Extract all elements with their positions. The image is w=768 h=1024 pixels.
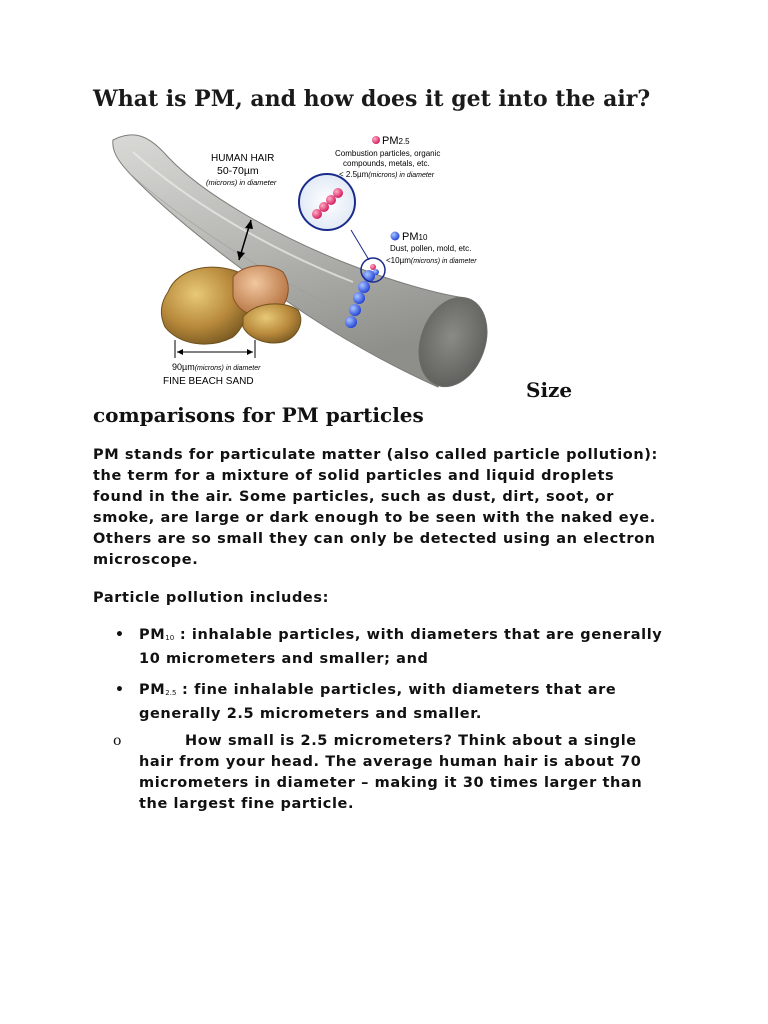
svg-text:Dust, pollen, mold, etc.: [390, 244, 471, 253]
figure-caption-start: Size: [526, 378, 573, 402]
pm10-note: (microns) in diameter: [410, 258, 477, 265]
pm25-label: PM: [382, 135, 399, 147]
hair-comparison-text: How small is 2.5 micrometers? Think about a single hair from your head. The average human hair is about 70 micrometers in diameter – making it 30 times larger than the largest fine particle.: [139, 733, 643, 812]
particle-pollution-list: [93, 625, 668, 825]
pm-definition-text: stands for particulate matter (also called particle pollution): the term for a mixture of solid particles and liquid droplets found in the air. Some particles, such as dust, dirt, soot, or smoke, are large or dark enough to be seen with the naked eye. Others are so small they can only be detected using an electron microscope.: [93, 447, 658, 568]
svg-text:FINE BEACH SAND: [163, 376, 254, 387]
svg-text:(microns) in diameter: [206, 178, 277, 187]
svg-text:Combustion particles, organic: [335, 149, 440, 158]
svg-text:< 2.5µm(microns) in diameter: [339, 170, 435, 179]
list-item: [93, 731, 668, 815]
pm10-label: PM: [402, 231, 419, 243]
svg-text:<10µm(microns) in diameter: [386, 256, 477, 265]
pm25-description: : fine inhalable particles, with diameters that are generally 2.5 micrometers and smaller.: [139, 682, 617, 722]
pm25-term: PM: [139, 682, 166, 698]
sand-unit: µm: [182, 362, 195, 372]
svg-text:compounds, metals, etc.: [343, 159, 430, 168]
hair-label: HUMAN HAIR: [211, 153, 275, 164]
pm25-desc-line2: compounds, metals, etc.: [343, 159, 430, 168]
hair-size: 50-70: [217, 165, 244, 177]
hair-note: (microns) in diameter: [206, 178, 277, 187]
sand-label: FINE BEACH SAND: [163, 376, 254, 387]
sub-bullet-marker: o: [113, 733, 123, 749]
pm10-term-subscript: 10: [165, 634, 175, 642]
pm25-unit: µm: [357, 170, 369, 179]
pm10-unit: µm: [399, 256, 411, 265]
pm10-description: : inhalable particles, with diameters that are generally 10 micrometers and smaller; and: [139, 627, 663, 667]
list-item: [93, 680, 668, 725]
pm-definition-paragraph: [93, 445, 668, 571]
hair-unit: µm: [243, 165, 259, 177]
pm25-desc-line1: Combustion particles, organic: [335, 149, 441, 158]
pm10-subscript: 10: [418, 233, 428, 242]
sand-note: (microns) in diameter: [194, 365, 261, 372]
pm25-term-subscript: 2.5: [165, 689, 177, 697]
pm-size-comparison-figure: [93, 122, 518, 392]
particle-pollution-intro: Particle pollution includes:: [93, 590, 329, 606]
svg-text:PM10: [402, 231, 428, 243]
pm25-subscript: 2.5: [398, 137, 410, 146]
pm10-desc-line1: Dust, pollen, mold, etc.: [390, 244, 472, 253]
pm10-term: PM: [139, 627, 166, 643]
bullet-marker: •: [115, 682, 125, 698]
page-title: What is PM, and how does it get into the air?: [93, 86, 651, 112]
pm10-size: <10: [386, 256, 400, 265]
bullet-marker: •: [115, 627, 125, 643]
sand-size: 90: [172, 362, 183, 372]
svg-text:50-70µm: [217, 165, 259, 177]
pm25-note: (microns) in diameter: [368, 172, 435, 179]
figure-caption-heading: comparisons for PM particles: [93, 403, 424, 427]
svg-text:90µm(microns) in diameter: [172, 362, 261, 372]
list-item: [93, 625, 668, 670]
pm-term: PM: [93, 447, 120, 463]
pm25-size: < 2.5: [339, 170, 358, 179]
svg-text:HUMAN HAIR: [211, 153, 274, 164]
svg-text:PM2.5: [382, 135, 410, 147]
